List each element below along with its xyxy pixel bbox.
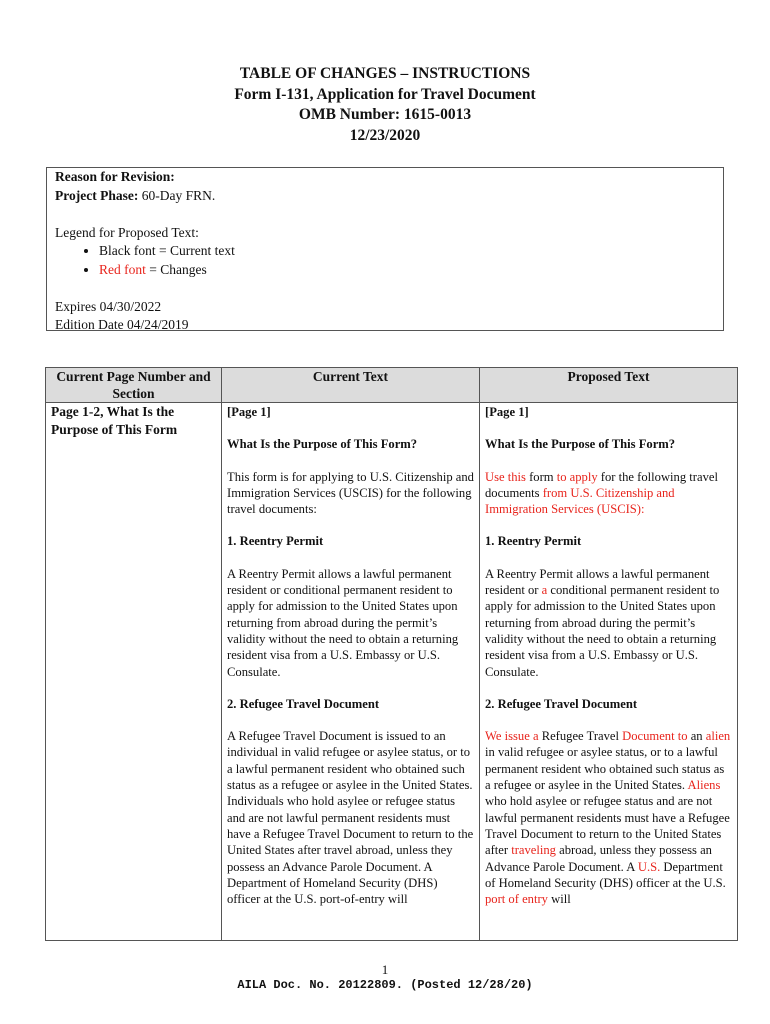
revision-info-box (46, 167, 724, 331)
edition-date: Edition Date 04/24/2019 (55, 317, 189, 332)
title-line-1: TABLE OF CHANGES – INSTRUCTIONS (239, 65, 531, 82)
changed-text: Aliens (687, 778, 721, 793)
project-phase (55, 187, 723, 206)
current-subheading-1: 1. Reentry Permit (227, 534, 324, 549)
legend-title: Legend for Proposed Text: (55, 224, 199, 240)
current-page-ref: [Page 1] (227, 405, 271, 419)
changed-text: a (541, 583, 548, 598)
expires-date: Expires 04/30/2022 (55, 298, 162, 314)
legend-list (55, 242, 723, 279)
unchanged-text: Refugee Travel (538, 729, 623, 744)
document-title (0, 64, 770, 146)
proposed-intro (485, 469, 732, 518)
unchanged-text: A Reentry Permit allows a lawful permanent resident or (485, 566, 710, 598)
table-header-row (46, 368, 738, 403)
unchanged-text: in valid refugee or asylee status, or to a lawful permanent resident who obtained such status as a refugee or asylee in the United States. (485, 745, 725, 793)
current-heading: What Is the Purpose of This Form? (227, 437, 418, 452)
phase-label: Project Phase: (55, 187, 139, 203)
changes-table (45, 367, 738, 941)
title-line-3: OMB Number: 1615-0013 (298, 106, 472, 123)
changed-text: U.S. (637, 859, 661, 874)
header-current: Current Text (222, 368, 480, 403)
section-cell: Page 1-2, What Is the Purpose of This Form (46, 403, 222, 941)
unchanged-text: an (687, 729, 706, 744)
changed-text: port of entry (485, 892, 548, 907)
legend-red-rest: = Changes (145, 261, 207, 277)
current-intro: This form is for applying to U.S. Citizenship and Immigration Services (USCIS) for the following travel documents: (227, 469, 474, 517)
proposed-text-cell (480, 403, 738, 941)
unchanged-text: who hold asylee or refugee status and are not lawful permanent residents must have a Refugee Travel Document to return to the United States after (485, 794, 730, 858)
unchanged-text: for the following travel documents (485, 469, 718, 500)
header-proposed: Proposed Text (480, 368, 738, 403)
proposed-paragraph-2 (485, 728, 732, 907)
proposed-subheading-2: 2. Refugee Travel Document (485, 696, 638, 711)
current-paragraph-1: A Reentry Permit allows a lawful permanent resident or conditional permanent resident to apply for admission to the United States upon returning from abroad during the permit’s validity without the need to obtain a returning resident visa from a U.S. Embassy or U.S. Consulate. (227, 566, 459, 679)
proposed-subheading-1: 1. Reentry Permit (485, 534, 582, 549)
changed-text: traveling (511, 843, 556, 858)
unchanged-text: abroad, unless they possess an Advance Parole Document. A (485, 843, 712, 874)
reason-label: Reason for Revision: (55, 169, 175, 184)
current-text-cell (222, 403, 480, 941)
title-line-4: 12/23/2020 (349, 126, 421, 144)
legend-item-black: • Black font = Current text (99, 242, 723, 261)
title-line-2: Form I-131, Application for Travel Document (234, 85, 536, 103)
changed-text: to apply (556, 469, 598, 484)
changed-text: from U.S. Citizenship and Immigration Services (USCIS): (485, 485, 675, 517)
legend-red-word: Red font (99, 261, 146, 277)
table-row (46, 403, 738, 941)
legend-item-red (99, 261, 723, 280)
header-section: Current Page Number and Section (46, 368, 222, 403)
unchanged-text: will (547, 892, 571, 907)
changed-text: alien (705, 729, 731, 744)
current-paragraph-2: A Refugee Travel Document is issued to an individual in valid refugee or asylee status, or to a lawful permanent resident who obtained such status as a refugee or asylee in the United States. Individuals who hold asylee or refugee status and are not lawful permanent residents must have a Refugee Travel Document to return to the United States after travel abroad, unless they possess an Advance Parole Document. A Department of Homeland Security (DHS) officer at the U.S. port-of-entry will (227, 729, 474, 907)
aila-doc-footer: AILA Doc. No. 20122809. (Posted 12/28/20) (237, 978, 533, 992)
changed-text: Document to (622, 729, 688, 744)
changed-text: We issue a (485, 729, 539, 744)
unchanged-text: Department of Homeland Security (DHS) officer at the U.S. (485, 859, 726, 890)
page-number: 1 (381, 962, 389, 977)
proposed-page-ref: [Page 1] (485, 405, 529, 419)
unchanged-text: conditional permanent resident to apply for admission to the United States upon returning from abroad during the permit’s validity without the need to obtain a returning resident visa from a U.S. Embassy or U.S. Consulate. (485, 583, 720, 679)
proposed-heading: What Is the Purpose of This Form? (485, 437, 676, 452)
proposed-paragraph-1 (485, 566, 732, 680)
unchanged-text: form (525, 469, 557, 484)
changed-text: Use this (485, 469, 526, 484)
current-subheading-2: 2. Refugee Travel Document (227, 696, 380, 711)
phase-value: 60-Day FRN. (138, 187, 216, 203)
